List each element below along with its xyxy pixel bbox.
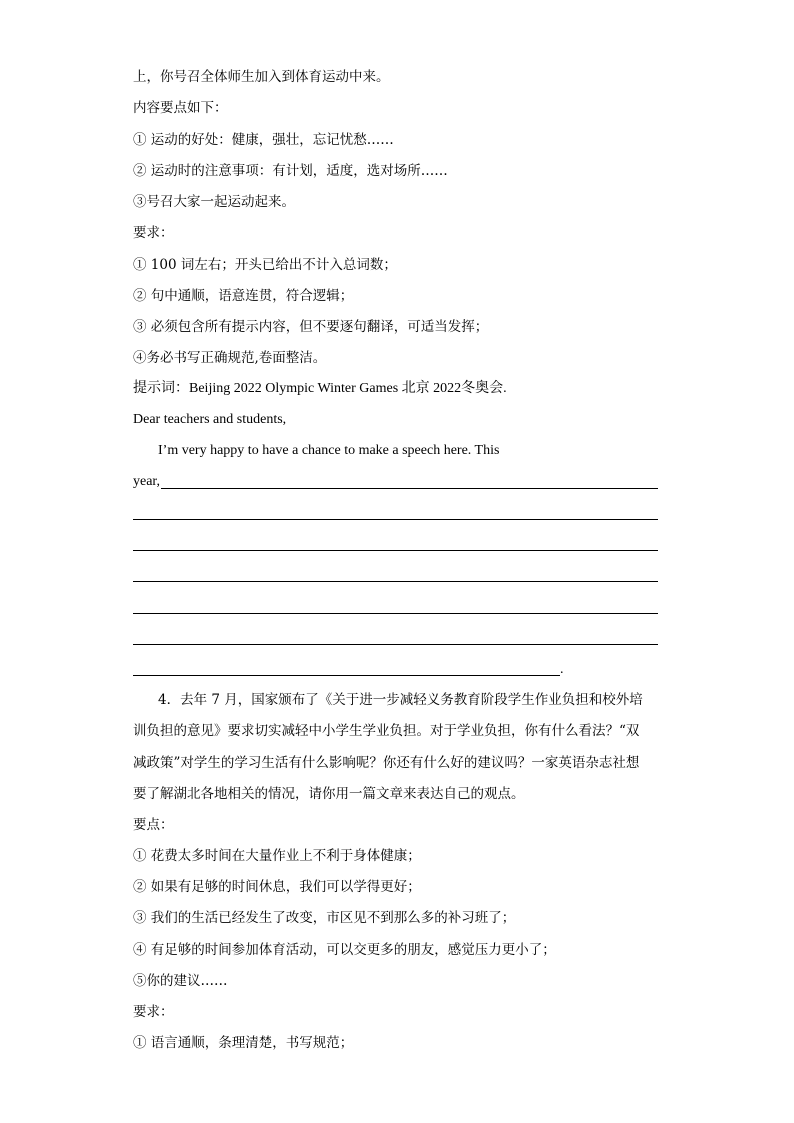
requirement-item: ④务必书写正确规范,卷面整洁。 bbox=[133, 350, 327, 366]
requirement-item: ② 句中通顺，语意连贯，符合逻辑； bbox=[133, 288, 354, 304]
answer-end-period: . bbox=[560, 662, 564, 677]
q4-point: ② 如果有足够的时间休息，我们可以学得更好； bbox=[133, 879, 421, 895]
requirement-item: ① 100 词左右；开头已给出不计入总词数； bbox=[133, 257, 397, 273]
question-4-text: 减政策”对学生的学习生活有什么影响呢？你还有什么好的建议吗？一家英语杂志社想 bbox=[133, 755, 640, 771]
requirement-item: ③ 必须包含所有提示内容，但不要逐句翻译，可适当发挥； bbox=[133, 319, 489, 335]
answer-line[interactable] bbox=[133, 613, 658, 614]
q4-requirement-item: ① 语言通顺，条理清楚，书写规范； bbox=[133, 1035, 354, 1051]
content-label: 内容要点如下： bbox=[133, 100, 228, 116]
q4-point: ④ 有足够的时间参加体育活动，可以交更多的朋友，感觉压力更小了； bbox=[133, 942, 556, 958]
q4-point: ⑤你的建议…… bbox=[133, 973, 228, 989]
answer-line[interactable] bbox=[133, 519, 658, 520]
q4-points-label: 要点： bbox=[133, 817, 174, 833]
content-point: ① 运动的好处：健康，强壮，忘记忧愁…… bbox=[133, 132, 394, 148]
answer-line[interactable] bbox=[133, 550, 658, 551]
hint-words: 提示词：Beijing 2022 Olympic Winter Games 北京 2022冬奥会. bbox=[133, 381, 507, 396]
q4-requirements-label: 要求： bbox=[133, 1004, 174, 1020]
answer-line[interactable] bbox=[133, 644, 658, 645]
letter-greeting: Dear teachers and students, bbox=[133, 412, 287, 427]
intro-tail-text: 上，你号召全体师生加入到体育运动中来。 bbox=[133, 69, 390, 85]
answer-line[interactable] bbox=[133, 675, 560, 676]
requirements-label: 要求： bbox=[133, 225, 174, 241]
question-4-text: 训负担的意见》要求切实减轻中小学生学业负担。对于学业负担，你有什么看法？“双 bbox=[133, 723, 640, 739]
question-4-text: 要了解湖北各地相关的情况，请你用一篇文章来表达自己的观点。 bbox=[133, 786, 525, 802]
content-point: ② 运动时的注意事项：有计划，适度，选对场所…… bbox=[133, 163, 448, 179]
q4-point: ① 花费太多时间在大量作业上不利于身体健康； bbox=[133, 848, 421, 864]
answer-line[interactable] bbox=[161, 488, 658, 489]
letter-opening: I’m very happy to have a chance to make a speech here. This bbox=[158, 443, 500, 458]
answer-start: year, bbox=[133, 474, 161, 489]
content-point: ③号召大家一起运动起来。 bbox=[133, 194, 295, 210]
question-4-text: 4．去年 7 月，国家颁布了《关于进一步减轻义务教育阶段学生作业负担和校外培 bbox=[158, 692, 643, 708]
answer-line[interactable] bbox=[133, 581, 658, 582]
q4-point: ③ 我们的生活已经发生了改变，市区见不到那么多的补习班了； bbox=[133, 910, 516, 926]
